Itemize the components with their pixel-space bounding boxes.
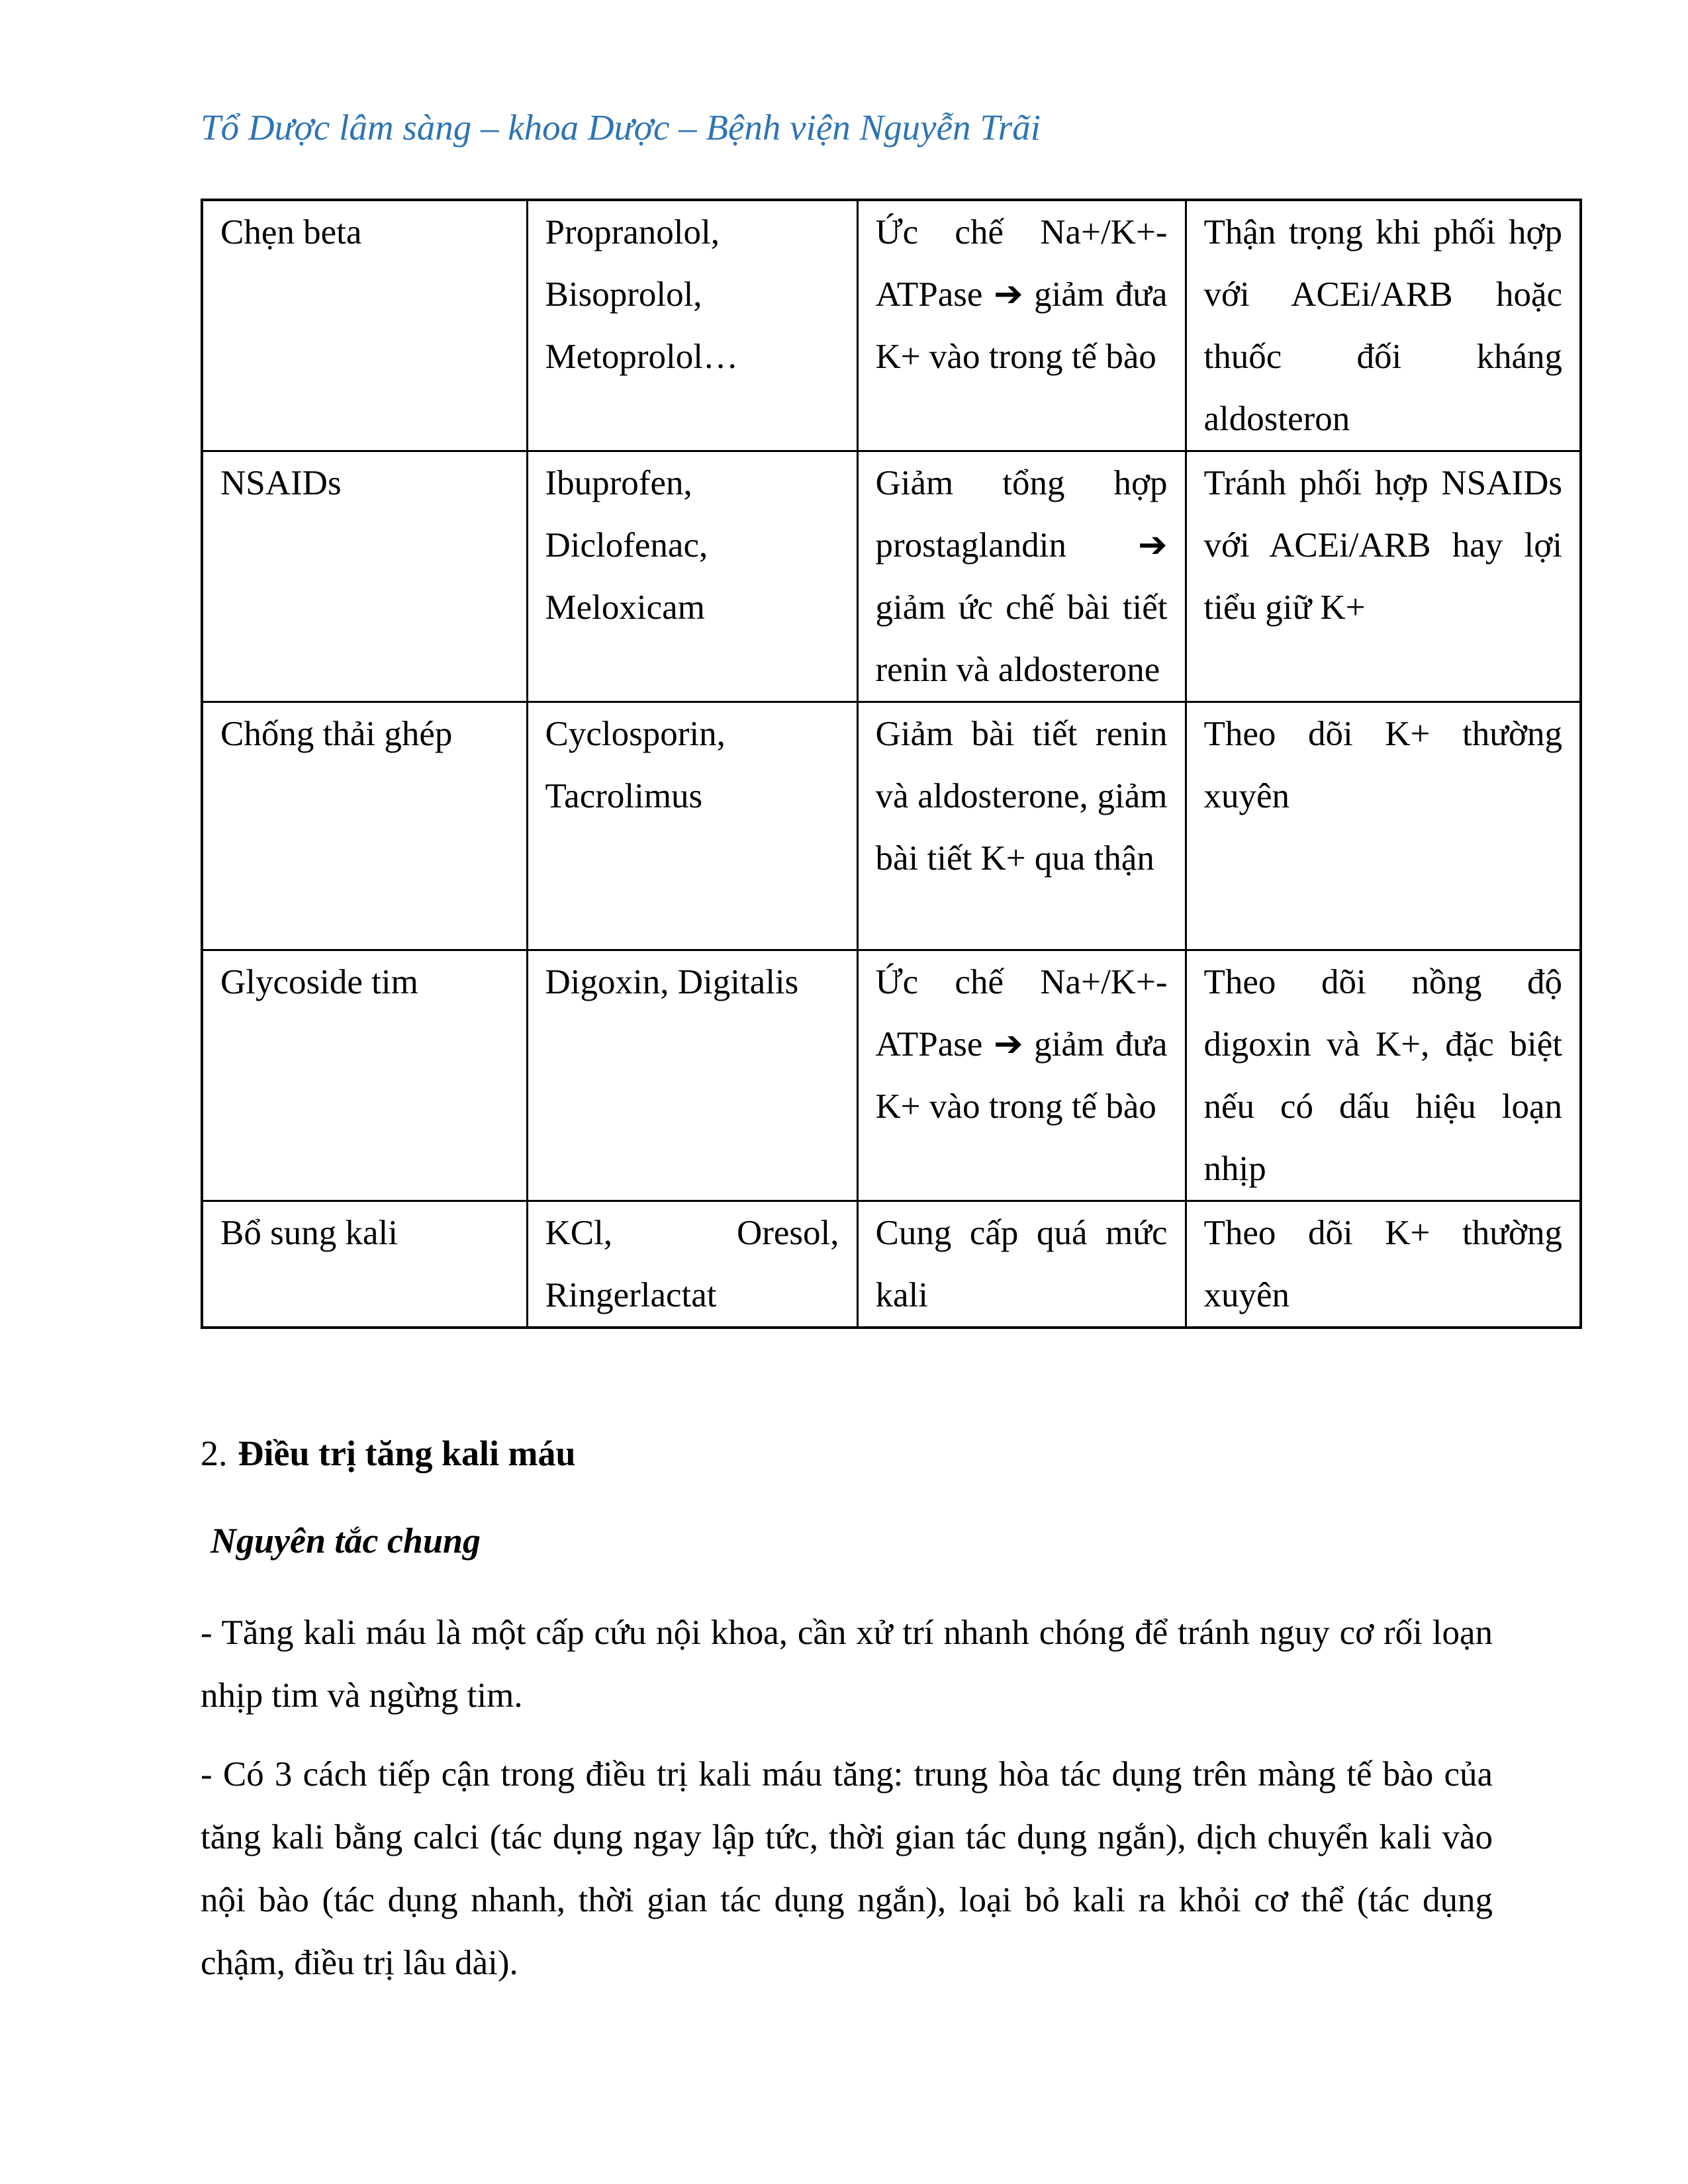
cell-mechanism: Ức chế Na+/K+-ATPase ➔ giảm đưa K+ vào trong tế bào xyxy=(857,950,1186,1201)
cell-drug-class: NSAIDs xyxy=(202,451,527,702)
table-row-glycoside-tim xyxy=(202,950,1581,1201)
drug-interaction-table xyxy=(201,199,1582,1329)
cell-examples: Ibuprofen, Diclofenac, Meloxicam xyxy=(527,451,857,702)
cell-drug-class: Bổ sung kali xyxy=(202,1201,527,1328)
cell-drug-class: Chẹn beta xyxy=(202,200,527,451)
table-row-chen-beta xyxy=(202,200,1581,451)
cell-management: Theo dõi K+ thường xuyên xyxy=(1186,702,1581,950)
section-heading xyxy=(201,1427,1688,1480)
cell-mechanism: Giảm bài tiết renin và aldosterone, giảm bài tiết K+ qua thận xyxy=(857,702,1186,950)
table-row-bo-sung-kali xyxy=(202,1201,1581,1328)
document-header: Tổ Dược lâm sàng – khoa Dược – Bệnh viện Nguyễn Trãi xyxy=(201,107,1041,148)
cell-management: Theo dõi K+ thường xuyên xyxy=(1186,1201,1581,1328)
cell-mechanism: Giảm tổng hợp prostaglandin ➔ giảm ức chế bài tiết renin và aldosterone xyxy=(857,451,1186,702)
cell-examples: Cyclosporin, Tacrolimus xyxy=(527,702,857,950)
section-number: 2. xyxy=(201,1433,228,1473)
cell-examples: Propranolol, Bisoprolol, Metoprolol… xyxy=(527,200,857,451)
section-title: Điều trị tăng kali máu xyxy=(238,1433,576,1473)
cell-drug-class: Chống thải ghép xyxy=(202,702,527,950)
table-row-nsaids xyxy=(202,451,1581,702)
cell-mechanism: Cung cấp quá mức kali xyxy=(857,1201,1186,1328)
cell-management: Tránh phối hợp NSAIDs với ACEi/ARB hay lợi tiểu giữ K+ xyxy=(1186,451,1581,702)
paragraph-treatment-approaches: - Có 3 cách tiếp cận trong điều trị kali máu tăng: trung hòa tác dụng trên màng tế bào của tăng kali bằng calci (tác dụng ngay lập tức, thời gian tác dụng ngắn), dịch chuyển kali vào nội bào (tác dụng nhanh, thời gian tác dụng ngắn), loại bỏ kali ra khỏi cơ thể (tác dụng chậm, điều trị lâu dài). xyxy=(201,1755,1493,1982)
cell-mechanism: Ức chế Na+/K+-ATPase ➔ giảm đưa K+ vào trong tế bào xyxy=(857,200,1186,451)
cell-management: Theo dõi nồng độ digoxin và K+, đặc biệt nếu có dấu hiệu loạn nhịp xyxy=(1186,950,1581,1201)
table-row-chong-thai-ghep xyxy=(202,702,1581,950)
cell-examples: Digoxin, Digitalis xyxy=(527,950,857,1201)
paragraph-emergency-note: - Tăng kali máu là một cấp cứu nội khoa, cần xử trí nhanh chóng để tránh nguy cơ rối loạn nhịp tim và ngừng tim. xyxy=(201,1614,1493,1715)
section-subtitle: Nguyên tắc chung xyxy=(211,1521,481,1561)
cell-management: Thận trọng khi phối hợp với ACEi/ARB hoặc thuốc đối kháng aldosteron xyxy=(1186,200,1581,451)
cell-examples: KCl, Oresol, Ringerlactat xyxy=(527,1201,857,1328)
cell-drug-class: Glycoside tim xyxy=(202,950,527,1201)
